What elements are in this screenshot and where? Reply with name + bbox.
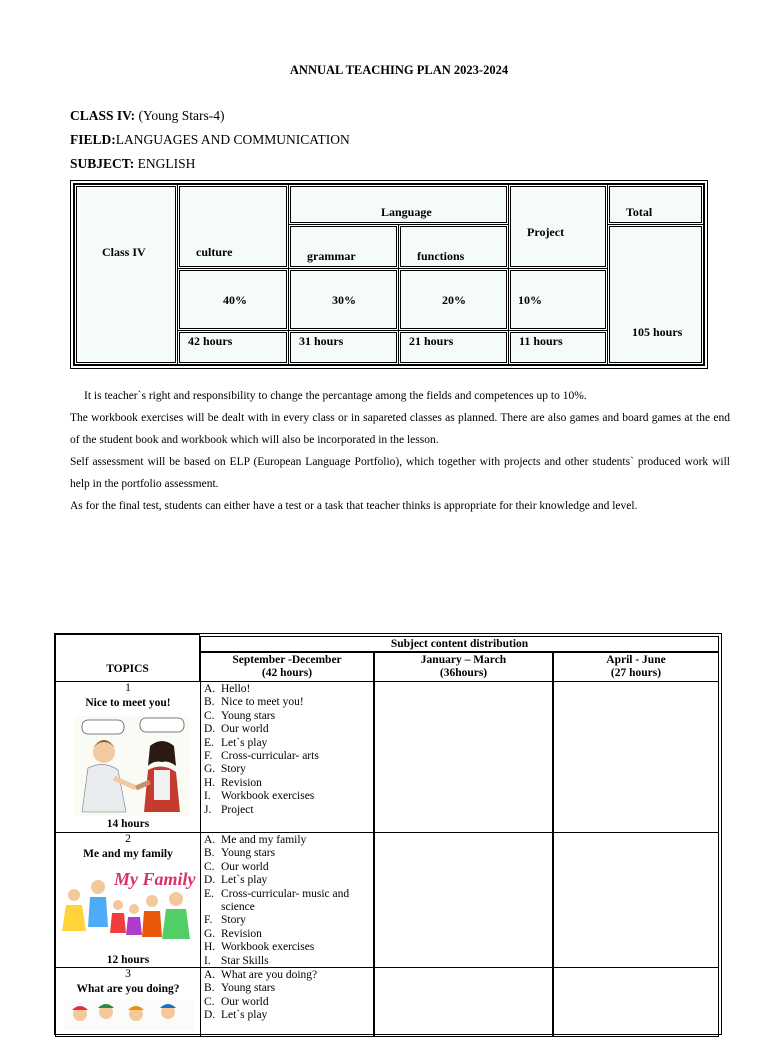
item-text: Young stars bbox=[221, 982, 276, 995]
unit-2-item bbox=[204, 847, 349, 860]
grammar-percent: 30% bbox=[288, 268, 399, 331]
functions-percent: 20% bbox=[398, 268, 509, 331]
item-text: Young stars bbox=[221, 847, 276, 860]
family-illustration bbox=[60, 865, 196, 945]
unit-1-apr-jun bbox=[553, 681, 719, 833]
unit-3-item bbox=[204, 1009, 317, 1022]
unit-2-topic: 2 Me and my family My Family 12 hours bbox=[55, 832, 201, 968]
field-line bbox=[70, 132, 350, 148]
total-hours: 105 hours bbox=[607, 224, 704, 365]
unit-1-item bbox=[204, 790, 319, 803]
unit-2-item bbox=[204, 874, 349, 887]
unit-3-item bbox=[204, 996, 317, 1009]
period-sep-dec: September -December (42 hours) bbox=[200, 652, 374, 682]
plan-table bbox=[54, 633, 722, 1035]
family-logo-text: My Family bbox=[114, 869, 196, 889]
unit-3-topic: 3 What are you doing? bbox=[55, 967, 201, 1037]
unit-3-apr-jun bbox=[553, 967, 719, 1037]
subject-label: SUBJECT: bbox=[70, 156, 135, 171]
unit-3-list bbox=[204, 969, 317, 1023]
item-letter bbox=[204, 901, 221, 914]
unit-3-item bbox=[204, 982, 317, 995]
unit-1-item bbox=[204, 763, 319, 776]
unit-2-item bbox=[204, 941, 349, 954]
unit-1-item bbox=[204, 804, 319, 817]
class-cell bbox=[74, 184, 178, 365]
note-responsibility: It is teacher`s right and responsibility to change the percantage among the fields and competences up to 10%. bbox=[84, 390, 587, 402]
project-percent: 10% bbox=[508, 268, 608, 331]
item-letter: A. bbox=[204, 969, 216, 981]
item-letter: A. bbox=[204, 683, 216, 695]
item-text: What are you doing? bbox=[221, 969, 318, 981]
item-letter: H. bbox=[204, 776, 216, 789]
item-text: Revision bbox=[221, 776, 262, 789]
item-text: Project bbox=[221, 803, 254, 816]
item-letter: F. bbox=[204, 914, 213, 927]
note-final-test: As for the final test, students can either have a test or a task that teacher thinks is appropriate for their knowledge and level. bbox=[70, 500, 638, 512]
item-text: Young stars bbox=[221, 709, 276, 722]
item-text: Story bbox=[221, 914, 246, 927]
paragraphs bbox=[70, 385, 730, 517]
culture-hours: 42 hours bbox=[177, 330, 289, 365]
period-apr-jun: April - June (27 hours) bbox=[553, 652, 719, 682]
item-text: Our world bbox=[221, 723, 269, 736]
item-letter: H. bbox=[204, 941, 216, 954]
unit-3-content bbox=[200, 967, 374, 1037]
functions-hours: 21 hours bbox=[398, 330, 509, 365]
culture-header: culture bbox=[177, 184, 289, 269]
unit-2-item bbox=[204, 914, 349, 927]
topics-header: TOPICS bbox=[55, 634, 200, 682]
item-letter: D. bbox=[204, 874, 216, 887]
unit-1-item bbox=[204, 750, 319, 763]
item-letter: F. bbox=[204, 750, 213, 763]
culture-percent: 40% bbox=[177, 268, 289, 331]
item-text: Nice to meet you! bbox=[221, 696, 304, 709]
class-value: (Young Stars-4) bbox=[135, 108, 225, 123]
unit-2-item bbox=[204, 928, 349, 941]
project-header: Project bbox=[508, 184, 608, 269]
subject-line bbox=[70, 156, 195, 172]
item-letter: B. bbox=[204, 696, 215, 709]
item-letter: B. bbox=[204, 847, 215, 860]
unit-2-item bbox=[204, 901, 349, 914]
unit-2-content bbox=[200, 832, 374, 968]
unit-1-list bbox=[204, 683, 319, 817]
class-line bbox=[70, 108, 225, 124]
item-letter: B. bbox=[204, 982, 215, 995]
item-letter: C. bbox=[204, 709, 215, 722]
unit-1-topic: 1 Nice to meet you! 14 hours bbox=[55, 681, 201, 833]
item-letter: J. bbox=[204, 803, 212, 816]
project-hours: 11 hours bbox=[508, 330, 608, 365]
item-letter: D. bbox=[204, 1009, 216, 1022]
unit-2-list bbox=[204, 834, 349, 968]
item-text: Cross-curricular- arts bbox=[221, 750, 319, 763]
item-letter: A. bbox=[204, 834, 216, 846]
note-workbook: The workbook exercises will be dealt with in every class or in sapareted classes as planned. There are also games and board games at the end of the student book and workbook which will also be incorporated in the lesson. bbox=[70, 412, 730, 446]
language-header: Language bbox=[288, 184, 509, 225]
item-text: Star Skills bbox=[221, 954, 269, 967]
field-value: LANGUAGES AND COMMUNICATION bbox=[115, 132, 350, 147]
note-self-assessment: Self assessment will be based on ELP (European Language Portfolio), which together with projects and other students` produced work will help in the portfolio assessment. bbox=[70, 456, 730, 490]
item-letter: D. bbox=[204, 723, 216, 736]
item-text: Let`s play bbox=[221, 874, 268, 887]
item-text: Workbook exercises bbox=[221, 790, 315, 803]
unit-2-apr-jun bbox=[553, 832, 719, 968]
item-letter: E. bbox=[204, 736, 214, 749]
item-letter: I. bbox=[204, 790, 211, 803]
item-letter: G. bbox=[204, 927, 216, 940]
period-jan-mar: January – March (36hours) bbox=[374, 652, 553, 682]
unit-2-jan-mar bbox=[374, 832, 553, 968]
grammar-header: grammar bbox=[288, 224, 399, 269]
item-letter: C. bbox=[204, 995, 215, 1008]
kids-illustration bbox=[64, 1000, 194, 1030]
item-letter: E. bbox=[204, 887, 214, 900]
item-text: Me and my family bbox=[221, 834, 307, 846]
item-letter: I. bbox=[204, 954, 211, 967]
item-text: Story bbox=[221, 763, 246, 776]
distribution-header: Subject content distribution bbox=[200, 636, 719, 652]
item-text: Our world bbox=[221, 860, 269, 873]
hours-table bbox=[70, 180, 708, 369]
unit-1-item bbox=[204, 710, 319, 723]
unit-1-item bbox=[204, 777, 319, 790]
unit-3-item bbox=[204, 969, 317, 982]
unit-1-item bbox=[204, 737, 319, 750]
unit-1-item bbox=[204, 723, 319, 736]
subject-value: ENGLISH bbox=[134, 156, 196, 171]
unit-2-item bbox=[204, 861, 349, 874]
unit-2-item bbox=[204, 888, 349, 901]
item-text: Workbook exercises bbox=[221, 941, 315, 954]
document-title: ANNUAL TEACHING PLAN 2023-2024 bbox=[289, 63, 509, 77]
unit-1-item bbox=[204, 683, 319, 696]
field-label: FIELD: bbox=[70, 132, 116, 147]
total-header: Total bbox=[607, 184, 704, 225]
class-label: Class IV bbox=[102, 245, 146, 259]
unit-1-item bbox=[204, 696, 319, 709]
item-letter: G. bbox=[204, 763, 216, 776]
meeting-illustration bbox=[74, 716, 190, 816]
item-text: Cross-curricular- music and bbox=[221, 887, 350, 900]
unit-2-item bbox=[204, 834, 349, 847]
item-text: Our world bbox=[221, 995, 269, 1008]
unit-1-jan-mar bbox=[374, 681, 553, 833]
item-text: Hello! bbox=[221, 683, 251, 695]
unit-1-content bbox=[200, 681, 374, 833]
item-text: Let`s play bbox=[221, 1009, 268, 1022]
item-text: science bbox=[221, 901, 255, 914]
item-letter: C. bbox=[204, 860, 215, 873]
item-text: Let`s play bbox=[221, 736, 268, 749]
unit-3-jan-mar bbox=[374, 967, 553, 1037]
functions-header: functions bbox=[398, 224, 509, 269]
grammar-hours: 31 hours bbox=[288, 330, 399, 365]
class-label: CLASS IV: bbox=[70, 108, 136, 123]
item-text: Revision bbox=[221, 927, 262, 940]
